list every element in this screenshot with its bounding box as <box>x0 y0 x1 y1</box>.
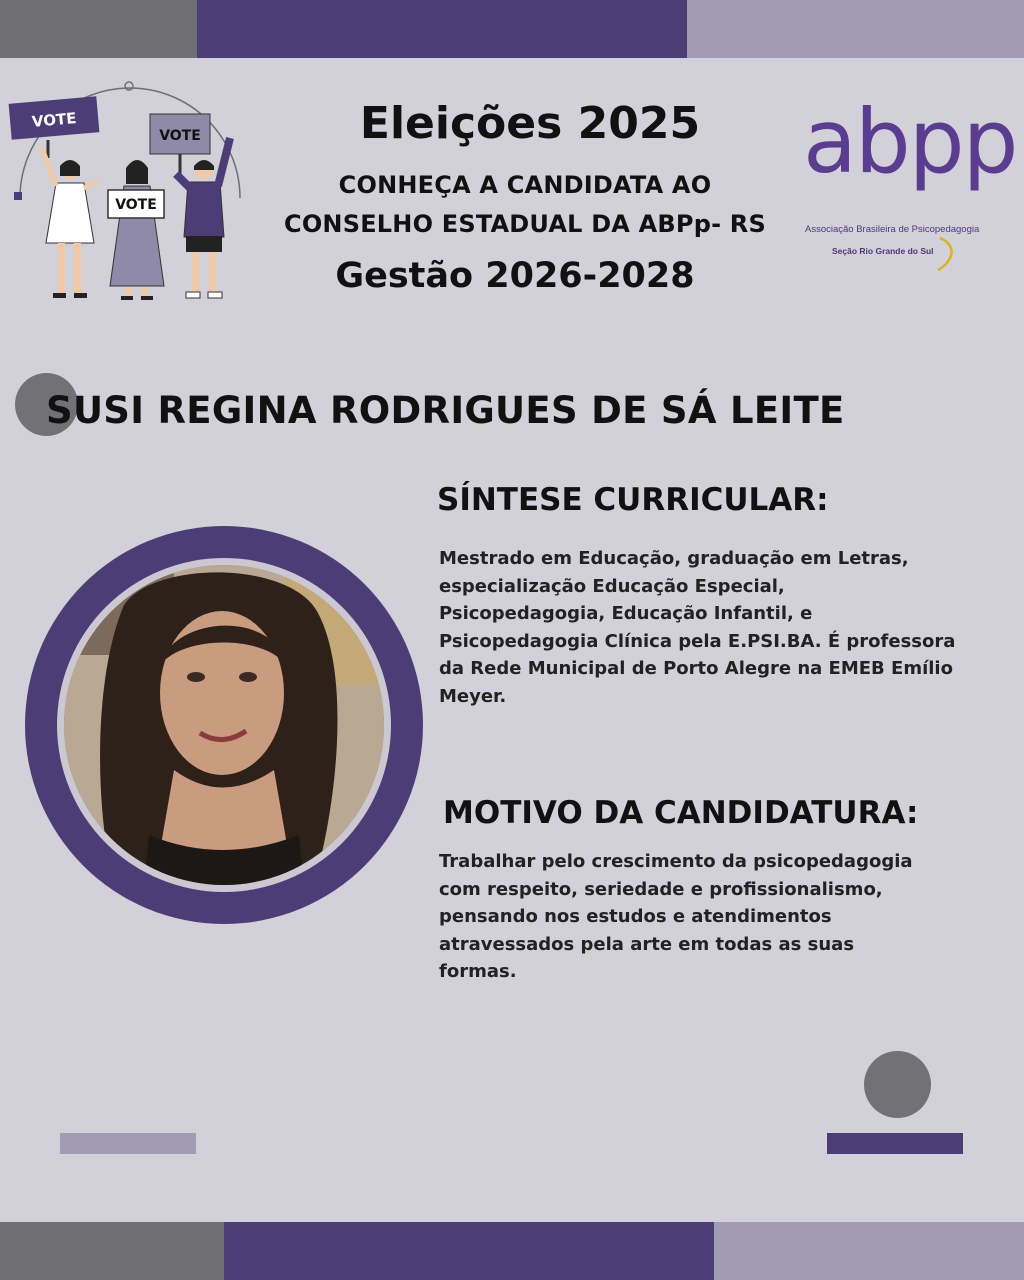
logo-section-name: Seção Rio Grande do Sul <box>832 246 934 256</box>
voters-illustration <box>8 78 248 308</box>
bottom-bar-gray <box>0 1222 224 1280</box>
rs-map-icon <box>936 236 958 272</box>
motivation-text: Trabalhar pelo crescimento da psicopedagogia com respeito, seriedade e profissionalismo, pensando nos estudos e atendimentos atravessados pela arte em todas as suas formas. <box>439 851 913 982</box>
candidate-name: SUSI REGINA RODRIGUES DE SÁ LEITE <box>46 389 845 432</box>
voter-figure-right <box>176 138 230 298</box>
page-title: Eleições 2025 <box>359 98 701 149</box>
management-period: Gestão 2026-2028 <box>335 256 695 296</box>
top-bar-gray <box>0 0 197 58</box>
bottom-bar-purple <box>224 1222 714 1280</box>
candidate-photo-frame <box>25 526 423 924</box>
voter-figure-center <box>108 160 164 300</box>
page-subtitle-line1: CONHEÇA A CANDIDATA AO <box>338 171 712 199</box>
top-bar-purple <box>197 0 687 58</box>
curriculum-text: Mestrado em Educação, graduação em Letras, especialização Educação Especial, Psicopedagogia, Educação Infantil, e Psicopedagogia Clínica pela E.PSI.BA. É professora da Rede Municipal de Porto Alegre na EMEB Emílio Meyer. <box>439 548 956 707</box>
decorative-rect-right <box>827 1133 963 1154</box>
voter-figure-left <box>42 140 98 298</box>
decorative-rect-left <box>60 1133 196 1154</box>
abpp-logo <box>800 90 1017 275</box>
curriculum-heading: SÍNTESE CURRICULAR: <box>437 482 829 518</box>
svg-text:VOTE: VOTE <box>115 197 157 213</box>
svg-text:VOTE: VOTE <box>31 109 78 131</box>
motivation-heading: MOTIVO DA CANDIDATURA: <box>443 795 919 831</box>
candidate-portrait <box>64 565 384 885</box>
candidate-photo <box>64 565 384 885</box>
logo-association-name: Associação Brasileira de Psicopedagogia <box>805 224 980 235</box>
logo-wordmark: abpp <box>803 90 1017 193</box>
bottom-bar-lavender <box>714 1222 1024 1280</box>
candidate-photo-inner-ring <box>57 558 391 892</box>
svg-text:VOTE: VOTE <box>159 128 201 144</box>
page-subtitle-line2: CONSELHO ESTADUAL DA ABPp- RS <box>284 210 766 238</box>
decorative-circle-bottom <box>864 1051 931 1118</box>
top-bar-lavender <box>687 0 1024 58</box>
vote-sign-left <box>9 96 100 140</box>
